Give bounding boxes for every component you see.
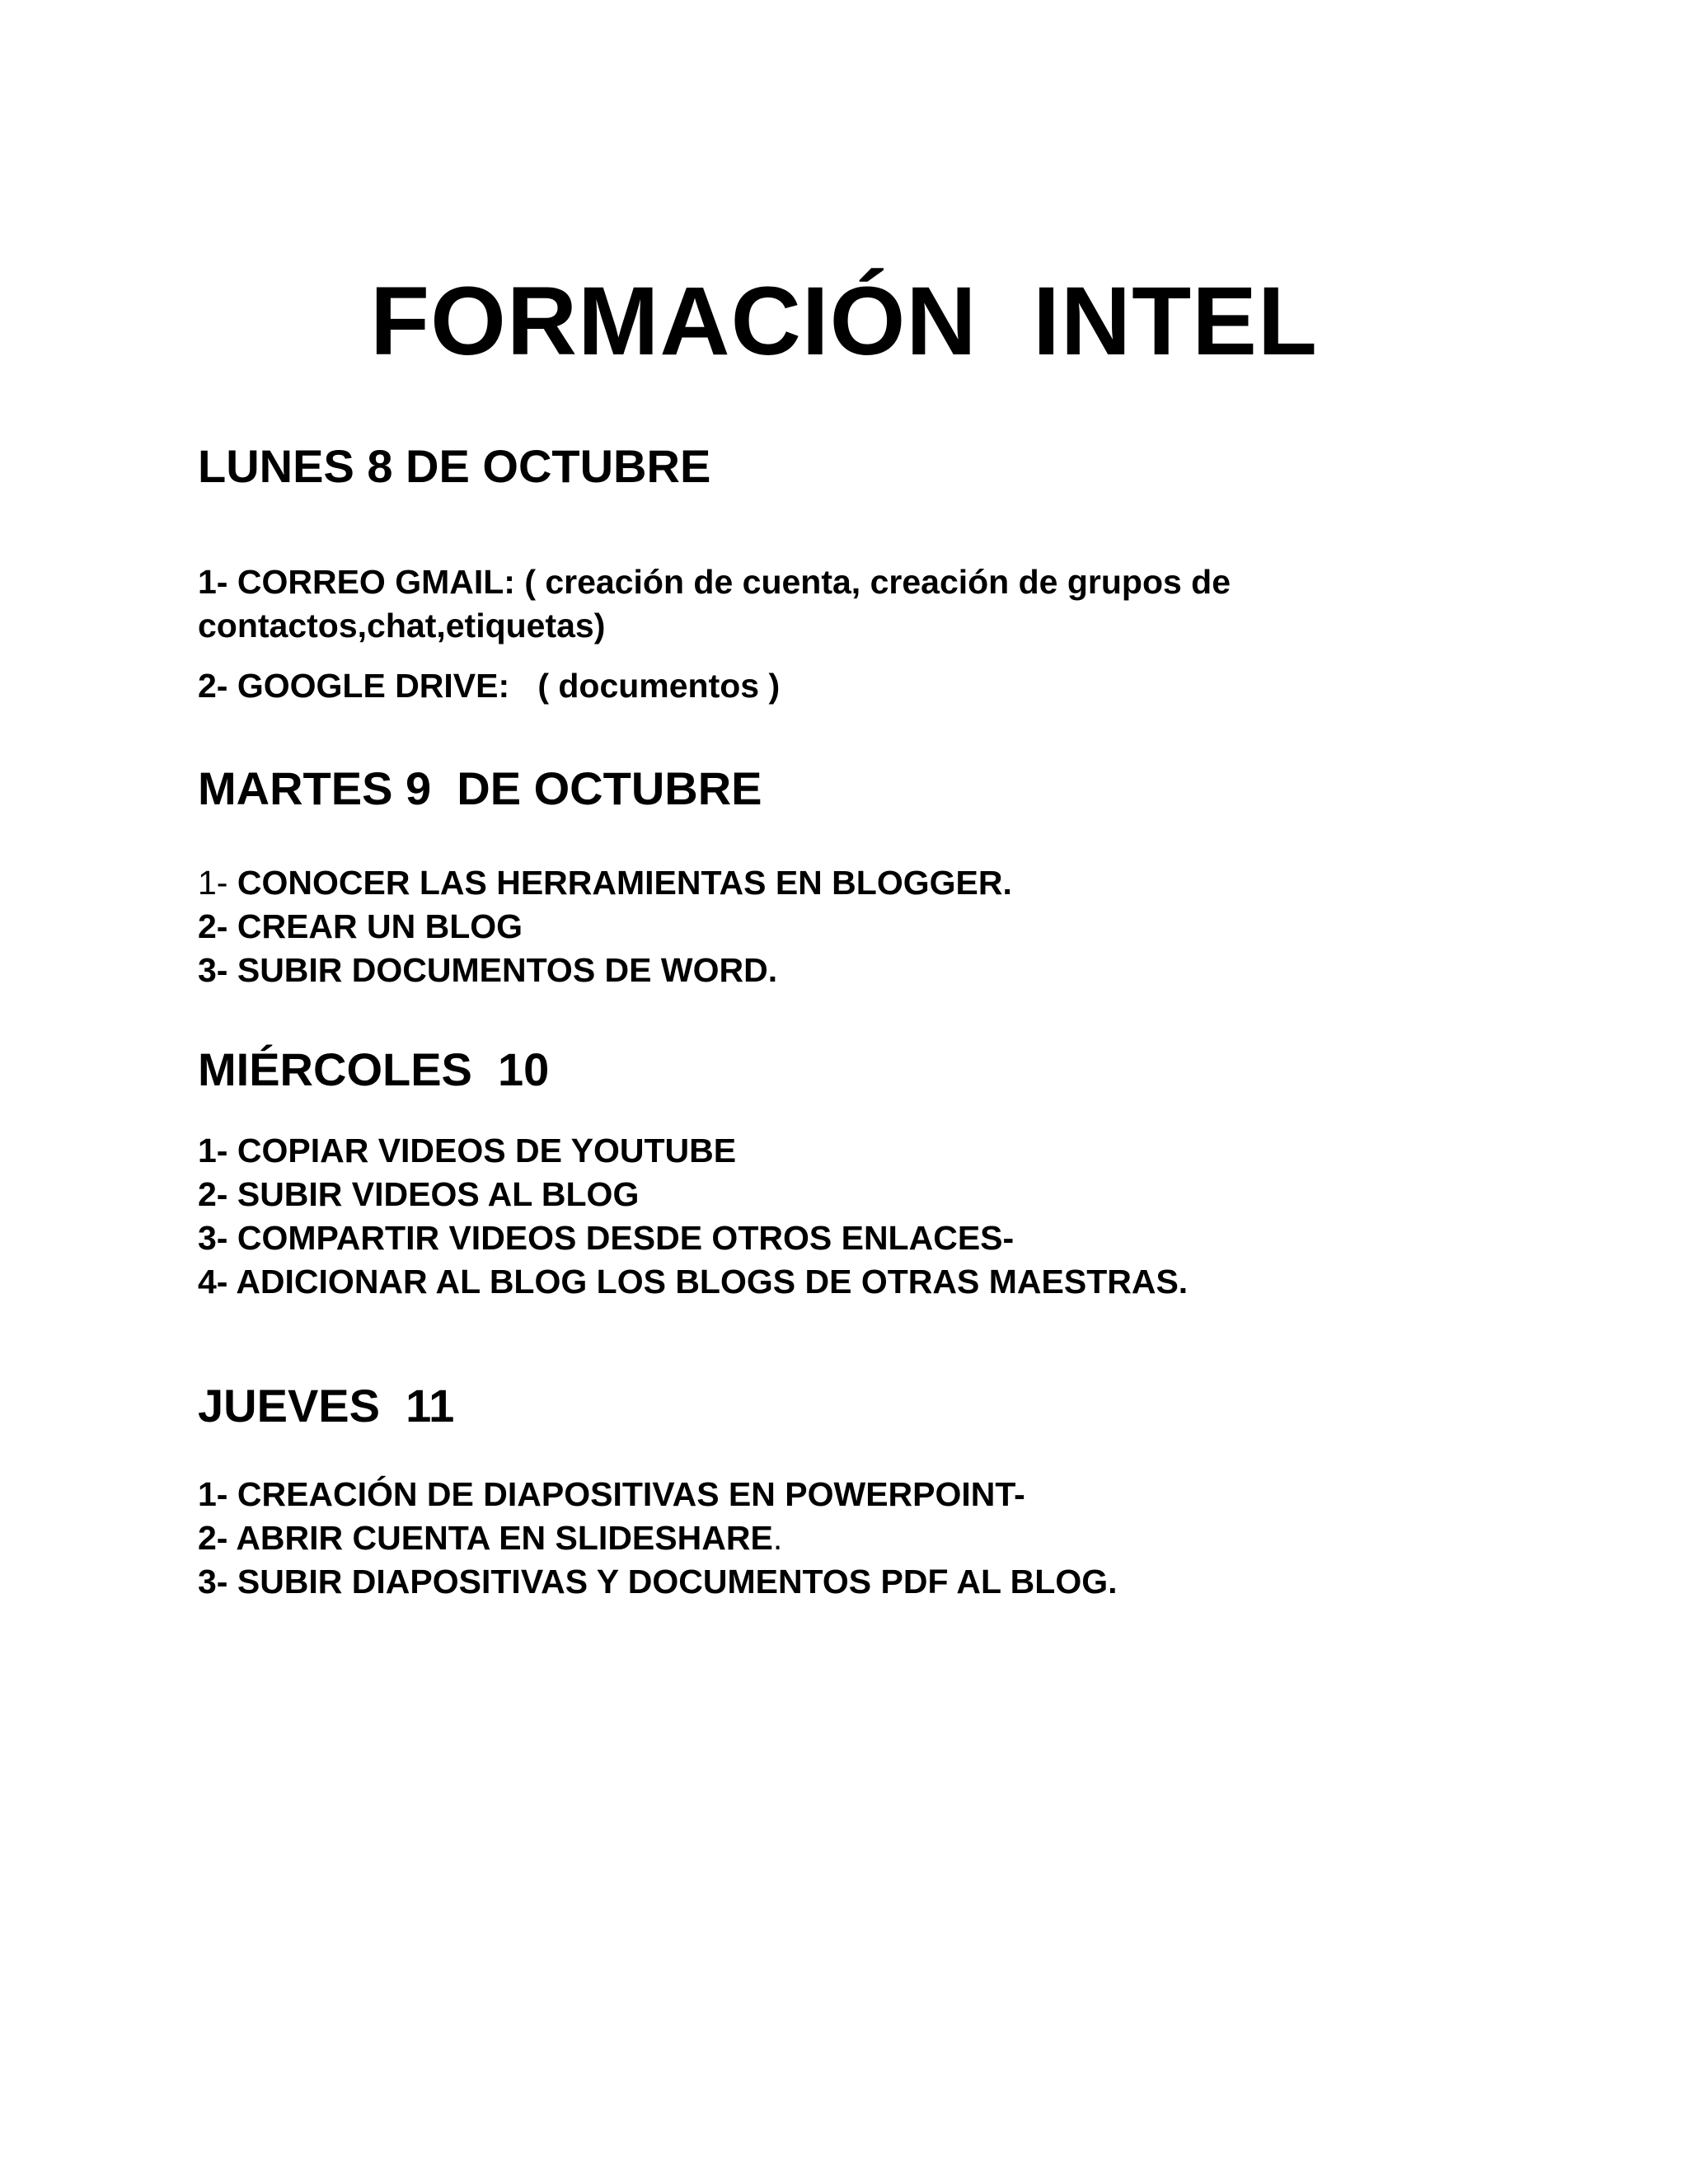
list-item-number: 1-: [198, 864, 228, 902]
section-heading-lunes: LUNES 8 DE OCTUBRE: [198, 440, 711, 492]
section-heading-jueves: JUEVES 11: [198, 1380, 455, 1432]
list-item: 3- SUBIR DIAPOSITIVAS Y DOCUMENTOS PDF AL BLOG.: [198, 1563, 1118, 1601]
list-item: 3- COMPARTIR VIDEOS DESDE OTROS ENLACES-: [198, 1219, 1015, 1257]
list-item-text: 2- ABRIR CUENTA EN SLIDESHARE: [198, 1519, 773, 1557]
list-item: [198, 1516, 782, 1560]
list-item: 2- CREAR UN BLOG: [198, 907, 523, 945]
list-item-text: CONOCER LAS HERRAMIENTAS EN BLOGGER.: [227, 864, 1012, 902]
list-item: [198, 861, 1012, 905]
list-item: 1- CREACIÓN DE DIAPOSITIVAS EN POWERPOINT-: [198, 1475, 1025, 1513]
list-item: 1- CORREO GMAIL: ( creación de cuenta, creación de grupos de contactos,chat,etiquetas): [198, 563, 1231, 644]
list-item-suffix: .: [772, 1519, 783, 1557]
section-heading-martes: MARTES 9 DE OCTUBRE: [198, 762, 762, 814]
list-item: 4- ADICIONAR AL BLOG LOS BLOGS DE OTRAS MAESTRAS.: [198, 1263, 1189, 1301]
list-item: 1- COPIAR VIDEOS DE YOUTUBE: [198, 1132, 737, 1169]
list-item: 2- GOOGLE DRIVE: ( documentos ): [198, 667, 781, 705]
section-heading-miercoles: MIÉRCOLES 10: [198, 1043, 550, 1095]
document-title: FORMACIÓN INTEL: [369, 267, 1319, 376]
list-item: 3- SUBIR DOCUMENTOS DE WORD.: [198, 951, 778, 989]
list-item: 2- SUBIR VIDEOS AL BLOG: [198, 1175, 640, 1213]
